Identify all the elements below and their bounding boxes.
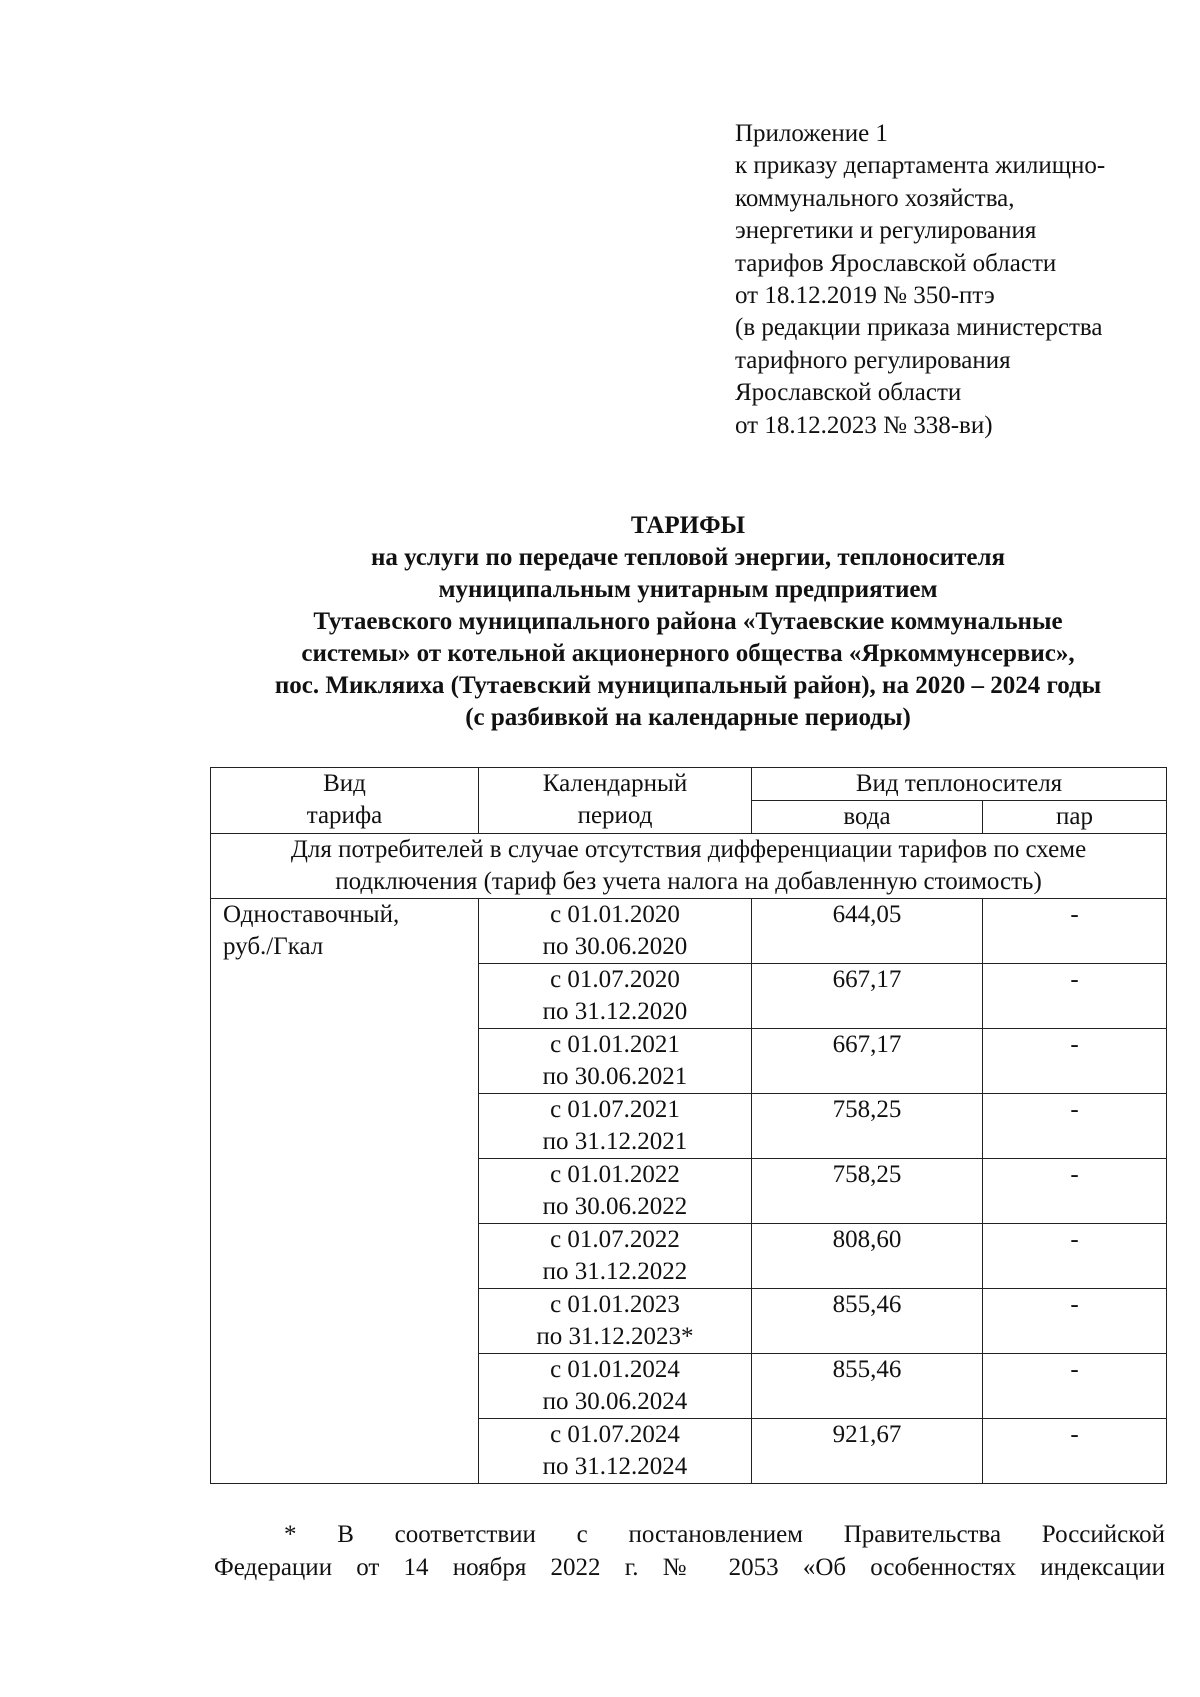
appendix-line: коммунального хозяйства, bbox=[735, 184, 1015, 212]
appendix-line: к приказу департамента жилищно- bbox=[735, 152, 1106, 180]
steam-tariff-cell: - bbox=[983, 1289, 1167, 1354]
steam-tariff-cell: - bbox=[983, 899, 1167, 964]
header-heat-carrier: Вид теплоносителя bbox=[752, 768, 1167, 801]
steam-tariff-cell: - bbox=[983, 1029, 1167, 1094]
header-tariff-type: Вид тарифа bbox=[211, 768, 479, 834]
period-cell bbox=[479, 1354, 752, 1419]
water-tariff-cell: 644,05 bbox=[752, 899, 983, 964]
period-from: с 01.07.2024 bbox=[550, 1421, 680, 1448]
water-tariff-cell: 667,17 bbox=[752, 964, 983, 1029]
water-tariff-cell: 855,46 bbox=[752, 1354, 983, 1419]
period-to: по 30.06.2024 bbox=[542, 1388, 688, 1415]
steam-tariff-cell: - bbox=[983, 964, 1167, 1029]
water-tariff-cell: 921,67 bbox=[752, 1419, 983, 1484]
steam-tariff-cell: - bbox=[983, 1094, 1167, 1159]
title-line: пос. Микляиха (Тутаевский муниципальный район), на 2020 – 2024 годы bbox=[274, 672, 1102, 699]
tariff-type-cell bbox=[211, 899, 479, 1484]
period-to: по 31.12.2020 bbox=[542, 998, 688, 1025]
section-caption: Для потребителей в случае отсутствия дифференциации тарифов по схеме подключения (тариф без учета налога на добавленную стоимость) bbox=[211, 834, 1167, 899]
period-from: с 01.01.2024 bbox=[550, 1356, 680, 1383]
appendix-line: (в редакции приказа министерства bbox=[735, 314, 1103, 342]
tariff-table bbox=[210, 767, 1167, 1484]
steam-tariff-cell: - bbox=[983, 1419, 1167, 1484]
appendix-line: тарифного регулирования bbox=[735, 346, 1011, 374]
period-to: по 31.12.2022 bbox=[542, 1258, 688, 1285]
water-tariff-cell: 758,25 bbox=[752, 1094, 983, 1159]
appendix-line: Приложение 1 bbox=[735, 120, 888, 147]
title-line: Тутаевского муниципального района «Тутаевские коммунальные bbox=[313, 608, 1063, 635]
title-line: на услуги по передаче тепловой энергии, теплоносителя bbox=[370, 544, 1006, 571]
period-cell bbox=[479, 899, 752, 964]
tariff-type-line: руб./Гкал bbox=[223, 933, 324, 960]
water-tariff-cell: 758,25 bbox=[752, 1159, 983, 1224]
water-tariff-cell: 667,17 bbox=[752, 1029, 983, 1094]
document-title bbox=[200, 510, 1176, 734]
header-water: вода bbox=[752, 801, 983, 834]
appendix-line: энергетики и регулирования bbox=[735, 217, 1037, 245]
appendix-line: Ярославской области bbox=[735, 379, 962, 407]
water-tariff-cell: 855,46 bbox=[752, 1289, 983, 1354]
period-from: с 01.07.2021 bbox=[550, 1096, 680, 1123]
period-from: с 01.01.2022 bbox=[550, 1161, 680, 1188]
period-cell bbox=[479, 1289, 752, 1354]
period-to: по 30.06.2021 bbox=[542, 1063, 688, 1090]
title-heading: ТАРИФЫ bbox=[630, 512, 746, 539]
table-row bbox=[211, 899, 1167, 964]
period-to: по 31.12.2023* bbox=[536, 1323, 694, 1350]
steam-tariff-cell: - bbox=[983, 1354, 1167, 1419]
period-cell bbox=[479, 1224, 752, 1289]
period-from: с 01.07.2020 bbox=[550, 966, 680, 993]
period-from: с 01.01.2023 bbox=[550, 1291, 680, 1318]
period-cell bbox=[479, 964, 752, 1029]
period-to: по 30.06.2020 bbox=[542, 933, 688, 960]
header-calendar-period: Календарный период bbox=[479, 768, 752, 834]
period-to: по 30.06.2022 bbox=[542, 1193, 688, 1220]
period-from: с 01.01.2020 bbox=[550, 901, 680, 928]
period-cell bbox=[479, 1094, 752, 1159]
header-steam: пар bbox=[983, 801, 1167, 834]
water-tariff-cell: 808,60 bbox=[752, 1224, 983, 1289]
period-from: с 01.01.2021 bbox=[550, 1031, 680, 1058]
appendix-line: от 18.12.2023 № 338-ви) bbox=[735, 411, 993, 439]
period-cell bbox=[479, 1419, 752, 1484]
table-header-row bbox=[211, 768, 1167, 801]
period-cell bbox=[479, 1159, 752, 1224]
appendix-block bbox=[735, 118, 1175, 442]
period-to: по 31.12.2024 bbox=[542, 1453, 688, 1480]
steam-tariff-cell: - bbox=[983, 1224, 1167, 1289]
footnote-line: * В соответствии с постановлением Правительства Российской bbox=[284, 1521, 1165, 1548]
title-line: муниципальным унитарным предприятием bbox=[438, 576, 938, 603]
period-from: с 01.07.2022 bbox=[550, 1226, 680, 1253]
footnote bbox=[214, 1518, 1165, 1584]
period-to: по 31.12.2021 bbox=[542, 1128, 688, 1155]
footnote-line: Федерации от 14 ноября 2022 г. № 2053 «Об особенностях индексации bbox=[214, 1554, 1165, 1581]
table-section-row bbox=[211, 834, 1167, 899]
title-line: (с разбивкой на календарные периоды) bbox=[465, 704, 911, 731]
tariff-type-line: Одноставочный, bbox=[223, 901, 400, 928]
appendix-line: тарифов Ярославской области bbox=[735, 249, 1057, 277]
period-cell bbox=[479, 1029, 752, 1094]
title-line: системы» от котельной акционерного общества «Яркоммунсервис», bbox=[301, 640, 1075, 667]
appendix-line: от 18.12.2019 № 350-птэ bbox=[735, 282, 995, 310]
steam-tariff-cell: - bbox=[983, 1159, 1167, 1224]
